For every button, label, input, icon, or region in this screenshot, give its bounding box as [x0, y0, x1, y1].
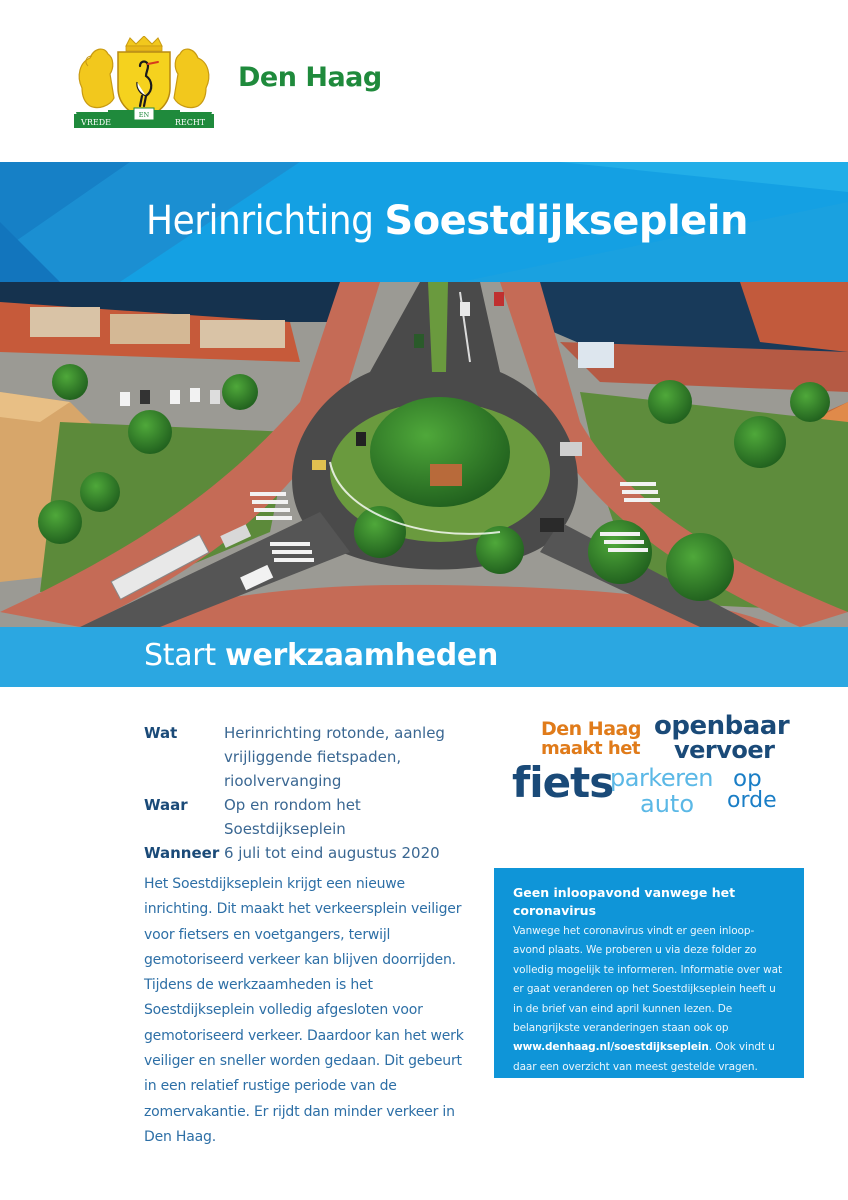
word-cloud-logo	[508, 708, 808, 828]
page-title	[146, 198, 748, 244]
info-text-before: Vanwege het coronavirus vindt er geen inloop-avond plaats. We proberen u via deze folder zo volledig mogelijk te informeren. Informatie over wat er gaat veranderen op het Soestdijkseplein heeft u in de brief van eind april kunnen lezen. De belangrijkste veranderingen staan ook op	[513, 925, 782, 1035]
fact-row-waar	[144, 793, 484, 841]
crest-motto-vrede: VREDE	[81, 118, 111, 127]
cloud-parkeren: parkeren	[610, 764, 713, 792]
fact-label: Waar	[144, 796, 188, 814]
subtitle-bold: werkzaamheden	[225, 638, 499, 673]
title-bold: Soestdijkseplein	[384, 198, 748, 244]
facts-table	[144, 721, 484, 865]
cloud-fiets: fiets	[512, 758, 614, 807]
info-box-title: Geen inloopavond vanwege het coronavirus	[513, 885, 736, 918]
fact-row-wat	[144, 721, 484, 793]
corona-info-box	[494, 868, 804, 1078]
fact-label: Wanneer	[144, 844, 220, 862]
crest-motto-en: EN	[138, 111, 150, 119]
cloud-maakt-het: maakt het	[541, 738, 641, 759]
fact-row-wanneer	[144, 841, 484, 865]
subtitle-light: Start	[144, 638, 226, 673]
cloud-openbaar: openbaar	[654, 711, 790, 741]
fact-value: Herinrichting rotonde, aanleg vrijliggende fietspaden, rioolvervanging	[224, 724, 445, 790]
info-text-after: . Ook vindt u daar een overzicht van meest gestelde vragen.	[513, 1041, 775, 1073]
body-paragraph: Het Soestdijkseplein krijgt een nieuwe inrichting. Dit maakt het verkeersplein veiliger voor fietsers en voetgangers, terwijl gemotoriseerd verkeer kan blijven doorrijden. Tijdens de werkzaamheden is het Soestdijkseplein volledig afgesloten voor gemotoriseerd verkeer. Daardoor kan het werk veiliger en sneller worden gedaan. Dit gebeurt in een relatief rustige periode van de zomervakantie. Er rijdt dan minder verkeer in Den Haag.	[144, 876, 464, 1145]
cloud-vervoer: vervoer	[674, 736, 775, 764]
info-link[interactable]: www.denhaag.nl/soestdijkseplein	[513, 1041, 709, 1054]
den-haag-crest-logo	[74, 36, 214, 132]
roundabout-aerial-rendering	[0, 282, 848, 627]
title-light: Herinrichting	[146, 198, 385, 244]
cloud-op: op	[733, 766, 762, 792]
fact-value: Op en rondom het Soestdijkseplein	[224, 796, 361, 838]
section-subtitle	[144, 638, 498, 673]
fact-value: 6 juli tot eind augustus 2020	[224, 844, 440, 862]
crest-motto-recht: RECHT	[174, 118, 206, 127]
cloud-auto: auto	[640, 790, 695, 818]
fact-label: Wat	[144, 724, 178, 742]
cloud-den-haag: Den Haag	[541, 718, 641, 740]
cloud-orde: orde	[727, 788, 777, 813]
info-box-text	[513, 922, 786, 1077]
org-name: Den Haag	[238, 62, 382, 93]
